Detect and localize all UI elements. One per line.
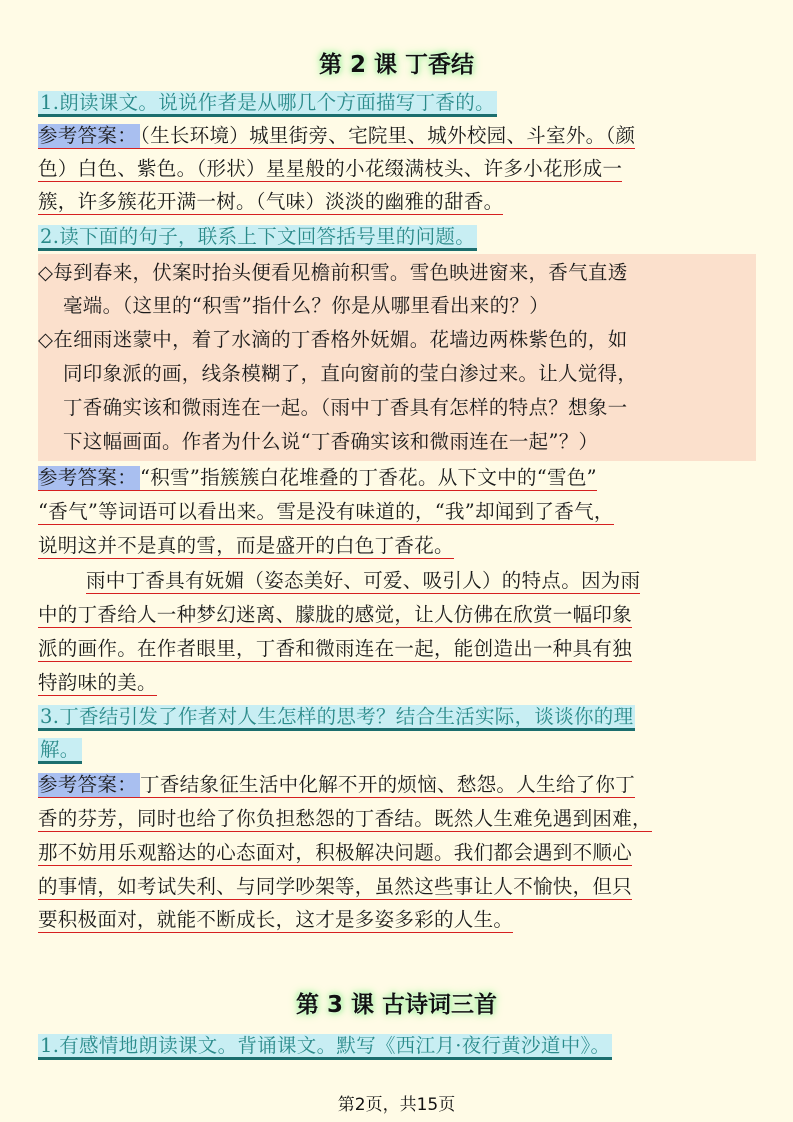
lesson-3-question-1: 1.有感情地朗读课文。背诵课文。默写《西江月·夜行黄沙道中》。 — [38, 1029, 755, 1062]
answer-2-line-3: 说明这并不是真的雪，而是盛开的白色丁香花。 — [38, 534, 454, 557]
answer-3-line-1: 参考答案： 丁香结象征生活中化解不开的烦恼、愁怨。人生给了你丁 — [38, 773, 636, 796]
answer-2-line-2: “香气”等词语可以看出来。雪是没有味道的，“我”却闻到了香气， — [38, 500, 614, 523]
question-3-line-1: 3.丁香结引发了作者对人生怎样的思考？结合生活实际，谈谈你的理 — [38, 700, 755, 733]
answer-1-line-2: 色）白色、紫色。（形状）星星般的小花缀满枝头、许多小花形成一 — [38, 157, 623, 180]
quote-line-1: ◇每到春来，伏案时抬头便看见檐前积雪。雪色映进窗来，香气直透 — [38, 261, 628, 284]
quote-line-5: 丁香确实该和微雨连在一起。（雨中丁香具有怎样的特点？想象一 — [63, 396, 628, 419]
answer-1-line-3: 簇，许多簇花开满一树。（气味）淡淡的幽雅的甜香。 — [38, 190, 504, 213]
quote-line-3: ◇在细雨迷蒙中，着了水滴的丁香格外妩媚。花墙边两株紫色的，如 — [38, 328, 628, 351]
quote-line-4: 同印象派的画，线条模糊了，直向窗前的莹白渗过来。让人觉得， — [63, 362, 638, 385]
answer-1-line-1: 参考答案： （生长环境）城里街旁、宅院里、城外校园、斗室外。（颜 — [38, 124, 636, 147]
page-number: 第2页，共15页 — [337, 1095, 456, 1115]
answer-label: 参考答案： — [38, 466, 140, 491]
answer-3-line-2: 香的芬芳，同时也给了你负担愁怨的丁香结。既然人生难免遇到困难， — [38, 807, 652, 830]
answer-2-line-6: 派的画作。在作者眼里，丁香和微雨连在一起，能创造出一种具有独 — [38, 637, 633, 660]
answer-2-line-4: 雨中丁香具有妩媚（姿态美好、可爱、吸引人）的特点。因为雨 — [86, 569, 641, 592]
answer-2-line-1: 参考答案： “积雪”指簇簇白花堆叠的丁香花。从下文中的“雪色” — [38, 466, 597, 489]
quote-line-6: 下这幅画面。作者为什么说“丁香确实该和微雨连在一起”？） — [63, 430, 599, 453]
quote-line-2: 毫端。（这里的“积雪”指什么？你是从哪里看出来的？） — [63, 294, 549, 317]
question-1: 1.朗读课文。说说作者是从哪几个方面描写丁香的。 — [38, 86, 755, 119]
lesson-2-title: 第 2 课 丁香结 — [318, 52, 475, 78]
answer-3-line-5: 要积极面对，就能不断成长，这才是多姿多彩的人生。 — [38, 908, 514, 931]
lesson-3-title: 第 3 课 古诗词三首 — [295, 992, 498, 1018]
answer-2-line-5: 中的丁香给人一种梦幻迷离、朦胧的感觉，让人仿佛在欣赏一幅印象 — [38, 603, 633, 626]
question-2: 2.读下面的句子，联系上下文回答括号里的问题。 — [38, 220, 755, 253]
question-3-line-2: 解。 — [38, 733, 755, 766]
answer-label: 参考答案： — [38, 773, 140, 798]
answer-3-line-4: 的事情，如考试失利、与同学吵架等，虽然这些事让人不愉快，但只 — [38, 875, 633, 898]
answer-label: 参考答案： — [38, 124, 140, 149]
answer-3-line-3: 那不妨用乐观豁达的心态面对，积极解决问题。我们都会遇到不顺心 — [38, 841, 633, 864]
answer-2-line-7: 特韵味的美。 — [38, 671, 157, 694]
